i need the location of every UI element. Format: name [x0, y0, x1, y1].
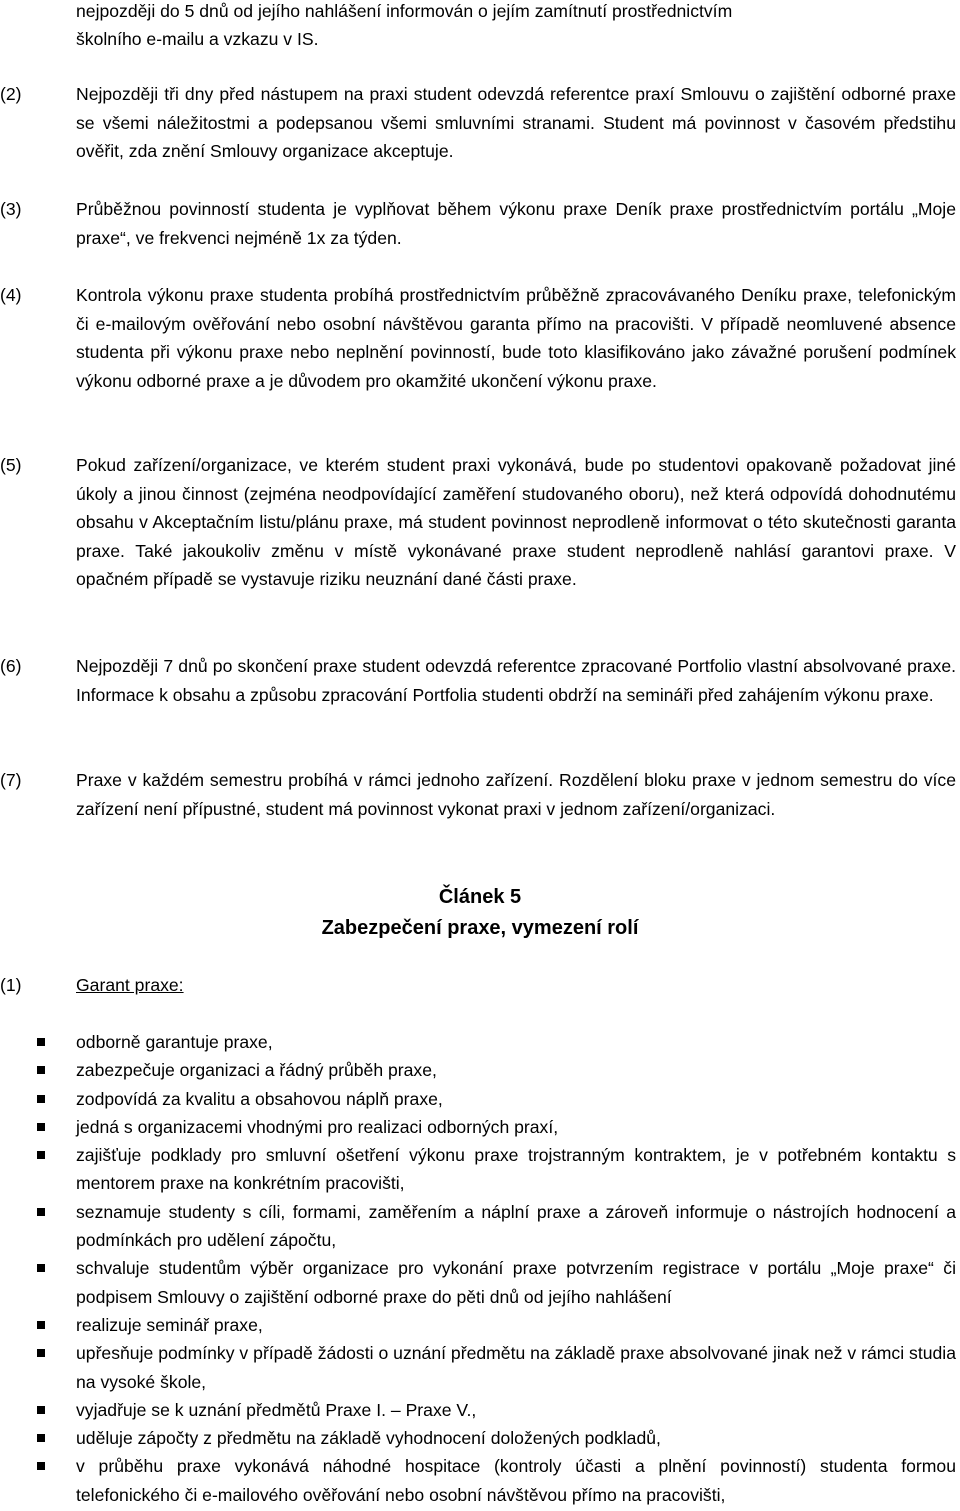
- list-item-text: v průběhu praxe vykonává náhodné hospitace (kontroly účasti a plnění povinností) studenta formou telefonického či e-mailového ověřování nebo osobní návštěvou přímo na pracovišti,: [76, 1456, 956, 1505]
- paragraph-text: Průběžnou povinností studenta je vyplňovat během výkonu praxe Deník praxe prostřednictvím portálu „Moje praxe“, ve frekvenci nejméně 1x za týden.: [76, 199, 956, 248]
- paragraph-number: (2): [0, 84, 22, 104]
- paragraph-number: (7): [0, 770, 22, 790]
- bullet-square-icon: [37, 1123, 45, 1131]
- paragraph-number: (3): [0, 199, 22, 219]
- list-item-text: zajišťuje podklady pro smluvní ošetření výkonu praxe trojstranným kontraktem, je v potřebném kontaktu s mentorem praxe na konkrétním pracovišti,: [76, 1145, 956, 1194]
- intro-line-1: nejpozději do 5 dnů od jejího nahlášení informován o jejím zamítnutí prostřednictvím: [76, 1, 733, 21]
- list-item-text: jedná s organizacemi vhodnými pro realizaci odborných praxí,: [76, 1116, 559, 1137]
- list-item-text: odborně garantuje praxe,: [76, 1032, 273, 1052]
- list-item-text: schvaluje studentům výběr organizace pro vykonání praxe potvrzením registrace v portálu „Moje praxe“ či podpisem Smlouvy o zajištění odborné praxe do pěti dnů od jejího nahlášení: [76, 1258, 956, 1307]
- paragraph-number: (5): [0, 455, 22, 475]
- list-item-text: vyjadřuje se k uznání předmětů Praxe I. – Praxe V.,: [76, 1399, 477, 1420]
- bullet-square-icon: [37, 1406, 45, 1414]
- bullet-square-icon: [37, 1095, 45, 1103]
- paragraph-number: (6): [0, 656, 22, 676]
- paragraph-number: (4): [0, 285, 22, 305]
- section-number: (1): [0, 975, 22, 995]
- list-item-text: zodpovídá za kvalitu a obsahovou náplň praxe,: [76, 1088, 443, 1109]
- bullet-square-icon: [37, 1462, 45, 1470]
- paragraph-text: Nejpozději 7 dnů po skončení praxe student odevzdá referentce zpracované Portfolio vlastní absolvované praxe. Informace k obsahu a způsobu zpracování Portfolia studenti obdrží na semináři před zahájením výkonu praxe.: [76, 656, 956, 705]
- article-subtitle: Zabezpečení praxe, vymezení rolí: [321, 917, 639, 939]
- article-title: Článek 5: [438, 886, 522, 908]
- paragraph-text: Praxe v každém semestru probíhá v rámci jednoho zařízení. Rozdělení bloku praxe v jednom semestru do více zařízení není přípustné, student má povinnost vykonat praxi v jednom zařízení/organizaci.: [76, 770, 956, 819]
- list-item: [0, 1339, 956, 1396]
- list-item: [0, 1424, 956, 1452]
- bullet-square-icon: [37, 1038, 45, 1046]
- list-item-text: zabezpečuje organizaci a řádný průběh praxe,: [76, 1060, 437, 1081]
- list-item: [0, 1254, 956, 1311]
- list-item-text: uděluje zápočty z předmětu na základě vyhodnocení doložených podkladů,: [76, 1428, 661, 1449]
- list-item-text: realizuje seminář praxe,: [76, 1314, 263, 1335]
- bullet-square-icon: [37, 1349, 45, 1357]
- list-item-text: seznamuje studenty s cíli, formami, zaměřením a náplní praxe a zároveň informuje o nástrojích hodnocení a podmínkách pro udělení zápočtu,: [76, 1201, 956, 1251]
- bullet-square-icon: [37, 1321, 45, 1329]
- list-item: [0, 1141, 956, 1198]
- list-item: [0, 1198, 956, 1255]
- list-item: [0, 1028, 956, 1056]
- list-item: [0, 1056, 956, 1084]
- paragraph-text: Pokud zařízení/organizace, ve kterém student praxi vykonává, bude po studentovi opakovaně požadovat jiné úkoly a jinou činnost (zejména neodpovídající zaměření studovaného oboru), než která odpovídá dohodnutému obsahu v Akceptačním listu/plánu praxe, má student povinnost neprodleně informovat o této skutečnosti garanta praxe. Také jakoukoliv změnu v místě vykonávané praxe student neprodleně nahlásí garantovi praxe. V opačném případě se vystavuje riziku neuznání dané části praxe.: [76, 455, 956, 590]
- bullet-square-icon: [37, 1208, 45, 1216]
- intro-line-2: školního e-mailu a vzkazu v IS.: [76, 29, 319, 49]
- bullet-list: [0, 1028, 960, 1509]
- list-item-text: upřesňuje podmínky v případě žádosti o uznání předmětu na základě praxe absolvované jinak než v rámci studia na vysoké škole,: [76, 1343, 956, 1392]
- bullet-square-icon: [37, 1066, 45, 1074]
- paragraph-text: Kontrola výkonu praxe studenta probíhá prostřednictvím průběžně zpracovávaného Deníku praxe, telefonickým či e-mailovým ověřování nebo osobní návštěvou garanta přímo na pracovišti. V případě neomluvené absence studenta při výkonu praxe nebo neplnění povinností, bude toto klasifikováno jako závažné porušení podmínek výkonu odborné praxe a je důvodem pro okamžité ukončení výkonu praxe.: [76, 285, 956, 391]
- list-item: [0, 1311, 956, 1339]
- list-item: [0, 1085, 956, 1113]
- list-item: [0, 1113, 956, 1141]
- section-label: Garant praxe:: [76, 975, 184, 995]
- list-item: [0, 1396, 956, 1424]
- bullet-square-icon: [37, 1151, 45, 1159]
- bullet-square-icon: [37, 1434, 45, 1442]
- paragraph-text: Nejpozději tři dny před nástupem na praxi student odevzdá referentce praxí Smlouvu o zajištění odborné praxe se všemi náležitostmi a podepsanou všemi smluvními stranami. Student má povinnost v časovém předstihu ověřit, zda znění Smlouvy organizace akceptuje.: [76, 84, 956, 162]
- list-item: [0, 1452, 956, 1509]
- bullet-square-icon: [37, 1264, 45, 1272]
